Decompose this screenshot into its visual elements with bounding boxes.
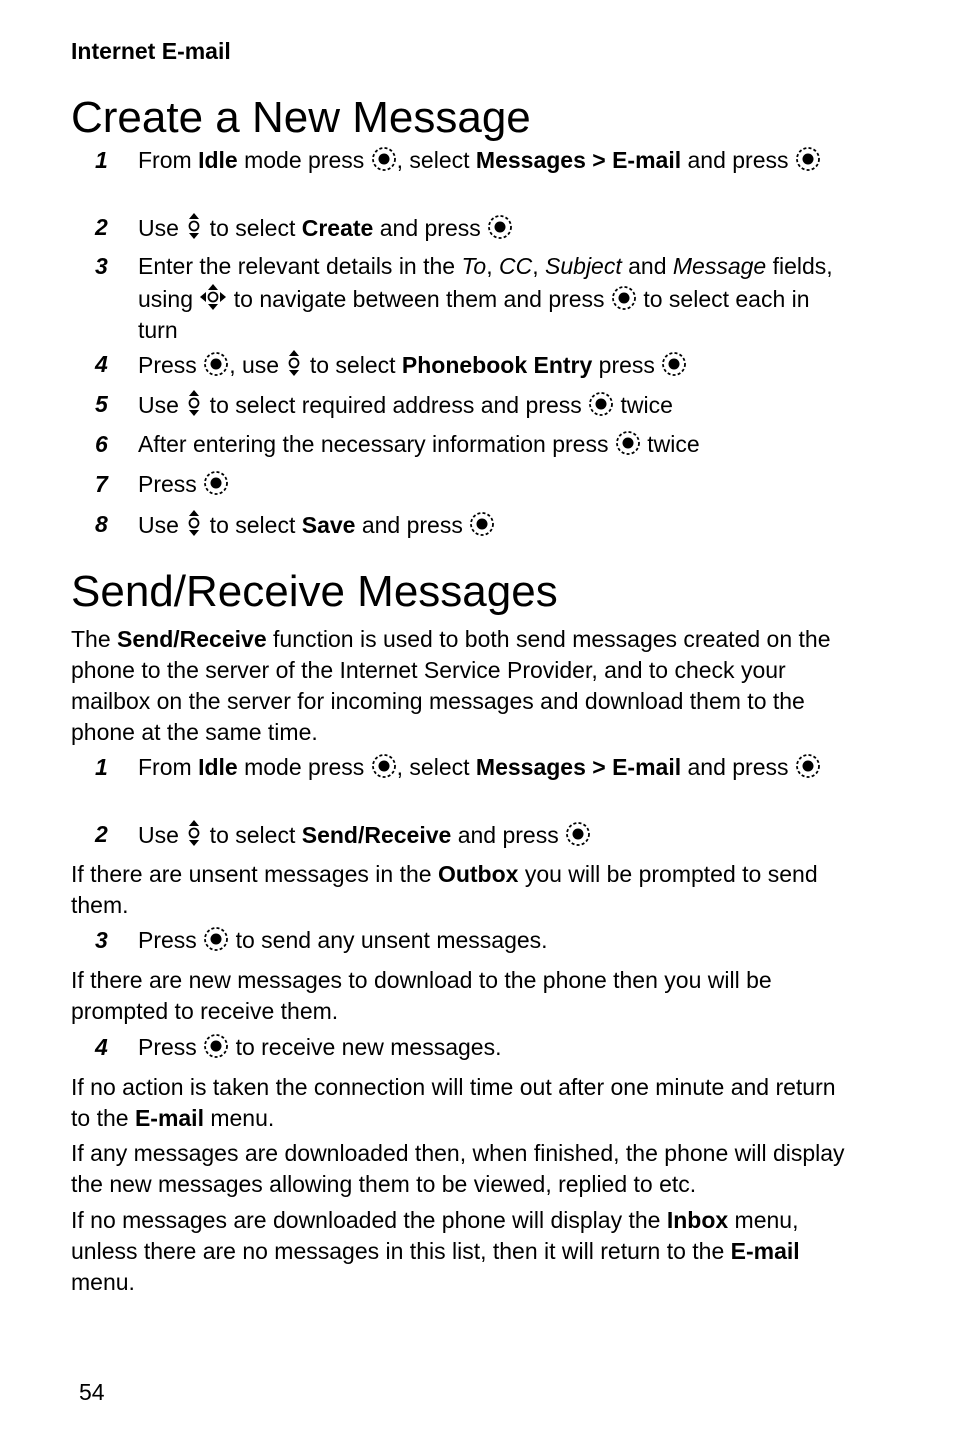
step-number: 2 xyxy=(95,214,108,240)
step-text: Press , use to select Phonebook Entry press xyxy=(138,349,838,382)
heading-create-message: Create a New Message xyxy=(71,93,531,142)
step-text: Use to select Send/Receive and press xyxy=(138,819,838,852)
up-down-nav-icon xyxy=(285,349,303,377)
step-number: 1 xyxy=(95,754,108,780)
step-number: 3 xyxy=(95,253,108,279)
timeout-note: If no action is taken the connection will time out after one minute and return to the E-mail menu. xyxy=(71,1074,836,1131)
step-number: 1 xyxy=(95,147,108,173)
select-key-icon xyxy=(203,1033,229,1059)
step-number: 8 xyxy=(95,511,108,537)
select-key-icon xyxy=(615,430,641,456)
step-number: 5 xyxy=(95,391,108,417)
select-key-icon xyxy=(661,351,687,377)
step-text: After entering the necessary information press twice xyxy=(138,431,700,457)
send-receive-intro: The Send/Receive function is used to both send messages created on the phone to the server of the Internet Service Provider, and to check your mailbox on the server for incoming messages and download them to the phone at the same time. xyxy=(71,626,831,745)
up-down-nav-icon xyxy=(185,212,203,240)
step-text: Enter the relevant details in the To, CC, Subject and Message fields, using to navigate between them and press to select each in turn xyxy=(138,253,833,343)
step-text: From Idle mode press , select Messages > E-mail and press xyxy=(138,145,838,177)
select-key-icon xyxy=(203,470,229,496)
select-key-icon xyxy=(487,214,513,240)
select-key-icon xyxy=(371,753,397,779)
step-text: Press to send any unsent messages. xyxy=(138,927,548,953)
heading-send-receive: Send/Receive Messages xyxy=(71,567,558,616)
select-key-icon xyxy=(795,146,821,172)
step-text: Use to select Save and press xyxy=(138,509,838,542)
step-text: From Idle mode press , select Messages > E-mail and press xyxy=(138,752,838,784)
select-key-icon xyxy=(565,821,591,847)
select-key-icon xyxy=(469,511,495,537)
step-text: Press xyxy=(138,469,838,501)
up-down-nav-icon xyxy=(185,509,203,537)
step-text: Use to select required address and press twice xyxy=(138,389,838,422)
inbox-note: If no messages are downloaded the phone will display the Inbox menu, unless there are no messages in this list, then it will return to the E-mail menu. xyxy=(71,1207,800,1295)
select-key-icon xyxy=(203,926,229,952)
up-down-nav-icon xyxy=(185,819,203,847)
step-text: Use to select Create and press xyxy=(138,212,838,245)
step-number: 3 xyxy=(95,927,108,953)
step-number: 6 xyxy=(95,431,108,457)
select-key-icon xyxy=(795,753,821,779)
step-number: 2 xyxy=(95,821,108,847)
select-key-icon xyxy=(203,351,229,377)
downloaded-note: If any messages are downloaded then, when finished, the phone will display the new messages allowing them to be viewed, replied to etc. xyxy=(71,1140,845,1197)
download-note: If there are new messages to download to the phone then you will be prompted to receive them. xyxy=(71,967,772,1024)
four-way-nav-icon xyxy=(199,283,227,311)
step-number: 4 xyxy=(95,351,108,377)
select-key-icon xyxy=(611,285,637,311)
up-down-nav-icon xyxy=(185,389,203,417)
step-number: 7 xyxy=(95,471,108,497)
select-key-icon xyxy=(371,146,397,172)
outbox-note: If there are unsent messages in the Outbox you will be prompted to send them. xyxy=(71,861,818,918)
page-number: 54 xyxy=(79,1379,105,1405)
running-header: Internet E-mail xyxy=(71,38,231,64)
step-number: 4 xyxy=(95,1034,108,1060)
step-text: Press to receive new messages. xyxy=(138,1034,502,1060)
select-key-icon xyxy=(588,391,614,417)
